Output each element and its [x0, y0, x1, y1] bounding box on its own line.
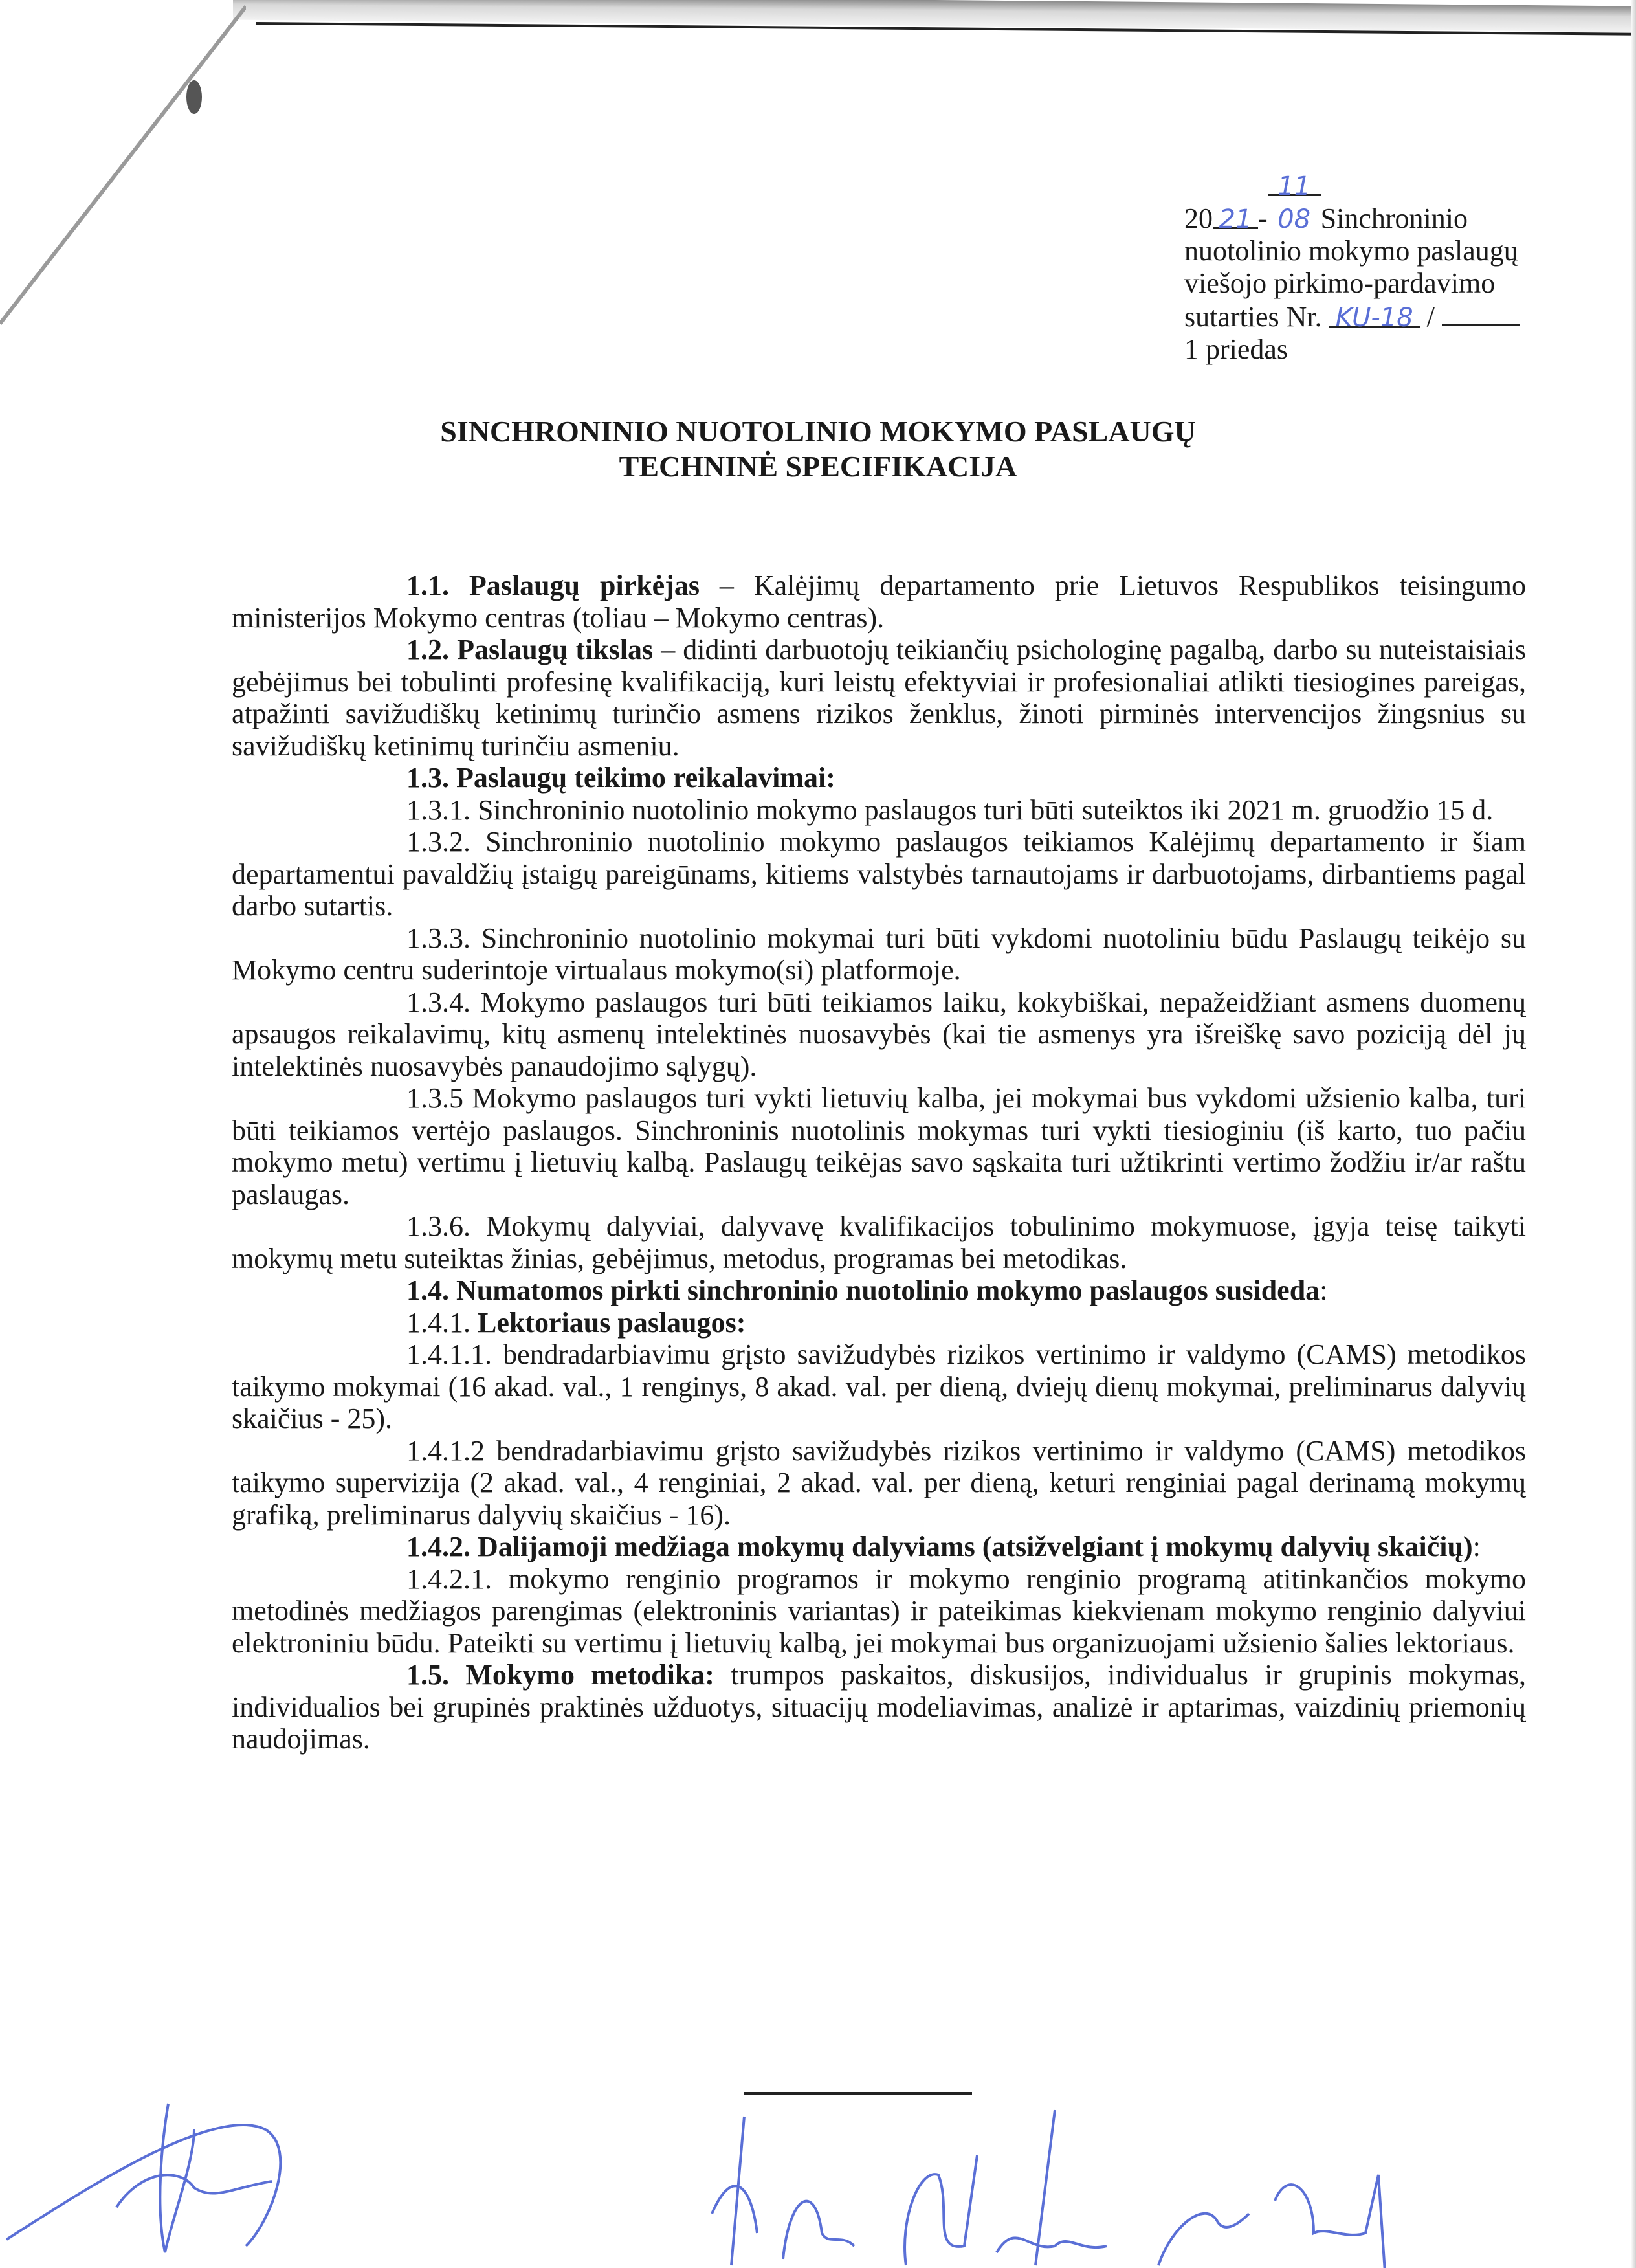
section-1-3-1: 1.3.1. Sinchroninio nuotolinio mokymo paslaugos turi būti suteiktos iki 2021 m. gruodžio 15 d.	[406, 794, 1494, 826]
header-line-2: nuotolinio mokymo paslaugų	[1184, 235, 1518, 267]
section-1-3-3: 1.3.3. Sinchroninio nuotolinio mokymai turi būti vykdomi nuotoliniu būdu Paslaugų teikėjo su Mokymo centru suderintoje virtualaus mokymo(si) platformoje.	[232, 922, 1526, 986]
section-1-3-6: 1.3.6. Mokymų dalyviai, dalyvavę kvalifikacijos tobulinimo mokymuose, įgyja teisę taikyti mokymų metu suteiktas žinias, gebėjimus, metodus, programas bei metodikas.	[232, 1210, 1526, 1274]
scan-shadow-right	[1631, 0, 1636, 2268]
section-1-1: 1.1. Paslaugų pirkėjas – Kalėjimų departamento prie Lietuvos Respublikos teisingumo ministerijos Mokymo centras (toliau – Mokymo centras).	[232, 570, 1526, 634]
header-line-3: viešojo pirkimo-pardavimo	[1184, 267, 1496, 299]
contract-number-field: KU-18	[1329, 301, 1420, 328]
document-body	[232, 570, 1526, 1755]
section-1-5: 1.5. Mokymo metodika: trumpos paskaitos, diskusijos, individualus ir grupinis mokymas, individualios bei grupinės praktinės užduotys, situacijų modeliavimas, analizė ir aptarimas, vaizdinių priemonių naudojimas.	[232, 1659, 1526, 1755]
annex-header	[1184, 170, 1573, 366]
section-1-3-4: 1.3.4. Mokymo paslaugos turi būti teikiamos laiku, kokybiškai, nepažeidžiant asmens duomenų apsaugos reikalavimų, kitų asmenų intelektinės nuosavybės (kai tie asmenys yra išreiškę savo poziciją dėl jų intelektinės nuosavybės panaudojimo sąlygų).	[232, 986, 1526, 1082]
section-1-3-heading: 1.3. Paslaugų teikimo reikalavimai:	[406, 762, 835, 794]
header-line-date: 20 21 -11 08 Sinchroninio	[1184, 170, 1573, 235]
document-title-line-2: TECHNINĖ SPECIFIKACIJA	[619, 450, 1017, 483]
scan-fold-edge	[0, 0, 246, 337]
document-title-line-1: SINCHRONINIO NUOTOLINIO MOKYMO PASLAUGŲ	[440, 415, 1196, 448]
section-1-3-2: 1.3.2. Sinchroninio nuotolinio mokymo paslaugos teikiamos Kalėjimų departamento ir šiam departamentui pavaldžių įstaigų pareigūnams, kitiems valstybės tarnautojams ir darbuotojams, dirbantiems pagal darbo sutartis.	[232, 826, 1526, 922]
signature-left	[0, 2091, 421, 2268]
section-1-4-1-1: 1.4.1.1. bendradarbiavimu grįsto savižudybės rizikos vertinimo ir valdymo (CAMS) metodikos taikymo mokymai (16 akad. val., 1 renginys, 8 akad. val. per dieną, dviejų dienų mokymai, preliminarus dalyvių skaičius - 25).	[232, 1339, 1526, 1434]
date-field: 11 08	[1268, 170, 1321, 196]
end-separator-line	[744, 2092, 972, 2095]
section-1-2: 1.2. Paslaugų tikslas – didinti darbuotojų teikiančių psichologinę pagalbą, darbo su nuteistaisiais gebėjimus bei tobulinti profesinę kvalifikaciją, kuri leistų efektyviai ir profesionaliai atlikti tiesiogines pareigas, atpažinti savižudiškų ketinimų turinčio asmens rizikos ženklus, žinoti pirminės intervencijos žingsnius su savižudiškų ketinimų turinčiu asmeniu.	[232, 634, 1527, 762]
header-line-contract: sutarties Nr. KU-18 /	[1184, 300, 1573, 333]
signatures-committee	[692, 2104, 1611, 2268]
section-1-4-2-heading: 1.4.2. Dalijamoji medžiaga mokymų dalyviams (atsižvelgiant į mokymų dalyvių skaičių):	[406, 1531, 1481, 1562]
section-1-4-heading: 1.4. Numatomos pirkti sinchroninio nuotolinio mokymo paslaugos susideda:	[406, 1274, 1328, 1306]
section-1-4-1-2: 1.4.1.2 bendradarbiavimu grįsto savižudybės rizikos vertinimo ir valdymo (CAMS) metodikos taikymo supervizija (2 akad. val., 4 renginiai, 2 akad. val. per dieną, keturi renginiai pagal derinamą mokymų grafiką, preliminarus dalyvių skaičius - 16).	[232, 1434, 1526, 1531]
section-1-4-1-heading: 1.4.1. Lektoriaus paslaugos:	[406, 1306, 746, 1339]
section-1-4-2-1: 1.4.2.1. mokymo renginio programos ir mokymo renginio programą atitinkančios mokymo metodinės medžiagos parengimas (elektroninis variantas) ir pateikimas kiekvienam mokymo renginio dalyviui elektroniniu būdu. Pateikti su vertimu į lietuvių kalbą, jei mokymai bus organizuojami užsienio šalies lektoriaus.	[232, 1562, 1526, 1659]
contract-number-field-2	[1442, 300, 1520, 326]
year-field: 21	[1213, 203, 1258, 229]
section-1-3-5: 1.3.5 Mokymo paslaugos turi vykti lietuvių kalba, jei mokymai bus vykdomi užsienio kalba, turi būti teikiamos vertėjo paslaugos. Sinchroninis nuotolinis mokymas turi vykti tiesioginiu (iš karto, tuo pačiu mokymo metu) vertimu į lietuvių kalbą. Paslaugų teikėjas savo sąskaita turi užtikrinti vertimo žodžiu ir/ar raštu paslaugas.	[232, 1082, 1526, 1210]
header-annex-label: 1 priedas	[1184, 333, 1288, 365]
